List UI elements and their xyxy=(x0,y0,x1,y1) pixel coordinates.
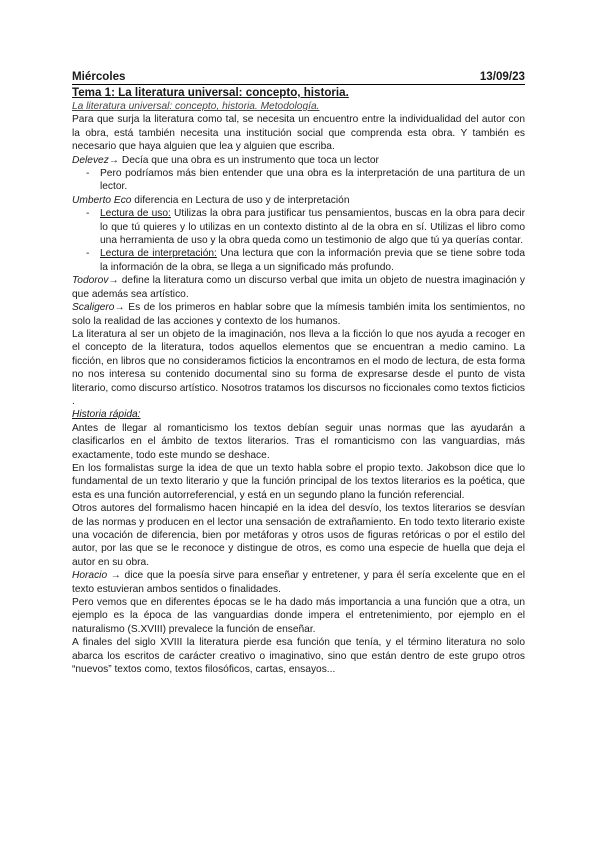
list-item xyxy=(100,207,525,247)
paragraph-intro: Para que surja la literatura como tal, se necesita un encuentro entre la individualidad del autor con la obra, está también necesita una institución social que comprenda esta obra. Y también es necesario que haya alguien que lea y alguien que escriba. xyxy=(72,114,525,153)
header-day: Miércoles xyxy=(72,70,126,83)
lectura-interpretacion-label: Lectura de interpretación: xyxy=(100,248,217,260)
author-horacio: Horacio xyxy=(72,570,108,582)
paragraph-ficcion: La literatura al ser un objeto de la imaginación, nos lleva a la ficción lo que nos ayuda a recoger en el concepto de la literatura, todos aquellos elementos que se encuentran a medio camino. La ficción, en libros que no consideramos ficticios la encontramos en el modo de lectura, de esta forma no nos interesa su contenido documental sino su forma de expresarse desde el punto de vista literario, como discurso artístico. Nosotros tratamos los discursos no ficcionales como textos ficticios . xyxy=(72,328,525,407)
paragraph-desvio: Otros autores del formalismo hacen hincapié en la idea del desvío, los textos literarios se desvían de las normas y producen en el lector una sensación de extrañamiento. En todo texto literario existe una vocación de diferencia, bien por metáforas y otros usos de figuras retóricas o por el estilo del autor, por las que se le reconoce y distingue de otros, es como una especie de huella que deja el autor en su obra. xyxy=(72,503,525,568)
todorov-paragraph xyxy=(72,274,525,301)
horacio-text: → dice que la poesía sirve para enseñar y entretener, y para él sería excelente que en el texto estuvieran ambos sentidos o finalidades. xyxy=(72,570,525,595)
delevez-paragraph xyxy=(72,154,525,167)
list-item xyxy=(100,247,525,274)
paragraph-formalistas: En los formalistas surge la idea de que un texto habla sobre el propio texto. Jakobson dice que lo fundamental de un texto literario y que la función principal de los textos literarios es la poética, que esta es una función autorreferencial, y está en un segundo plano la función referencial. xyxy=(72,462,525,501)
delevez-list xyxy=(72,167,525,194)
delevez-text: → Decía que una obra es un instrumento que toca un lector xyxy=(108,154,379,166)
author-todorov: Todorov xyxy=(72,275,109,287)
eco-text: diferencia en Lectura de uso y de interpretación xyxy=(131,194,350,206)
historia-heading: Historia rápida: xyxy=(72,409,141,421)
paragraph-siglo-xviii: A finales del siglo XVIII la literatura pierde esa función que tenía, y el término literatura no solo abarca los escritos de carácter creativo o imaginativo, sino que están dentro de este grupo otros “nuevos” textos como, textos filosóficos, cartas, ensayos... xyxy=(72,637,525,676)
author-delevez: Delevez xyxy=(72,154,109,166)
scaligero-text: → Es de los primeros en hablar sobre que la mímesis también imita los sentimientos, no solo la realidad de las acciones y contexto de los humanos. xyxy=(72,302,525,327)
todorov-text: → define la literatura como un discurso verbal que imita un objeto de nuestra imaginación y que además sea artístico. xyxy=(72,275,525,300)
lectura-interpretacion-text: Una lectura que con la información previa que se tiene sobre toda la información de la obra, se llega a un significado más profundo. xyxy=(100,248,526,273)
lectura-uso-text: Utilizas la obra para justificar tus pensamientos, buscas en la obra para decir lo que tú quieres y lo utilizas en un contexto distinto al de la obra en sí. Utilizas el libro como una herramienta de uso y la obra queda como un testimonio de algo que tú ya querías contar. xyxy=(100,208,525,247)
page-header xyxy=(72,70,525,85)
author-scaligero: Scaligero xyxy=(72,302,115,314)
author-eco: Umberto Eco xyxy=(72,194,132,206)
paragraph-romanticismo: Antes de llegar al romanticismo los textos debían seguir unas normas que las ayudarán a clasificarlos en el ámbito de textos literarios. Tras el romanticismo con las vanguardias, más exactamente, todo este mundo se deshace. xyxy=(72,422,525,461)
document-page xyxy=(72,70,525,676)
lectura-uso-label: Lectura de uso: xyxy=(100,208,171,220)
eco-paragraph xyxy=(72,194,525,207)
header-date: 13/09/23 xyxy=(479,70,525,83)
eco-list xyxy=(72,207,525,274)
topic-title: Tema 1: La literatura universal: concepto, historia. xyxy=(72,86,349,99)
scaligero-paragraph xyxy=(72,301,525,328)
paragraph-epocas: Pero vemos que en diferentes épocas se le ha dado más importancia a una función que a otra, un ejemplo es la época de las vanguardias donde impera el entretenimiento, por ejemplo en el naturalismo (S.XVIII) prevalece la función de enseñar. xyxy=(72,597,525,635)
horacio-paragraph xyxy=(72,569,525,596)
section-subtitle: La literatura universal: concepto, historia. Metodología. xyxy=(72,101,320,112)
list-item: - Pero podríamos más bien entender que una obra es la interpretación de una partitura de un lector. xyxy=(100,167,525,194)
